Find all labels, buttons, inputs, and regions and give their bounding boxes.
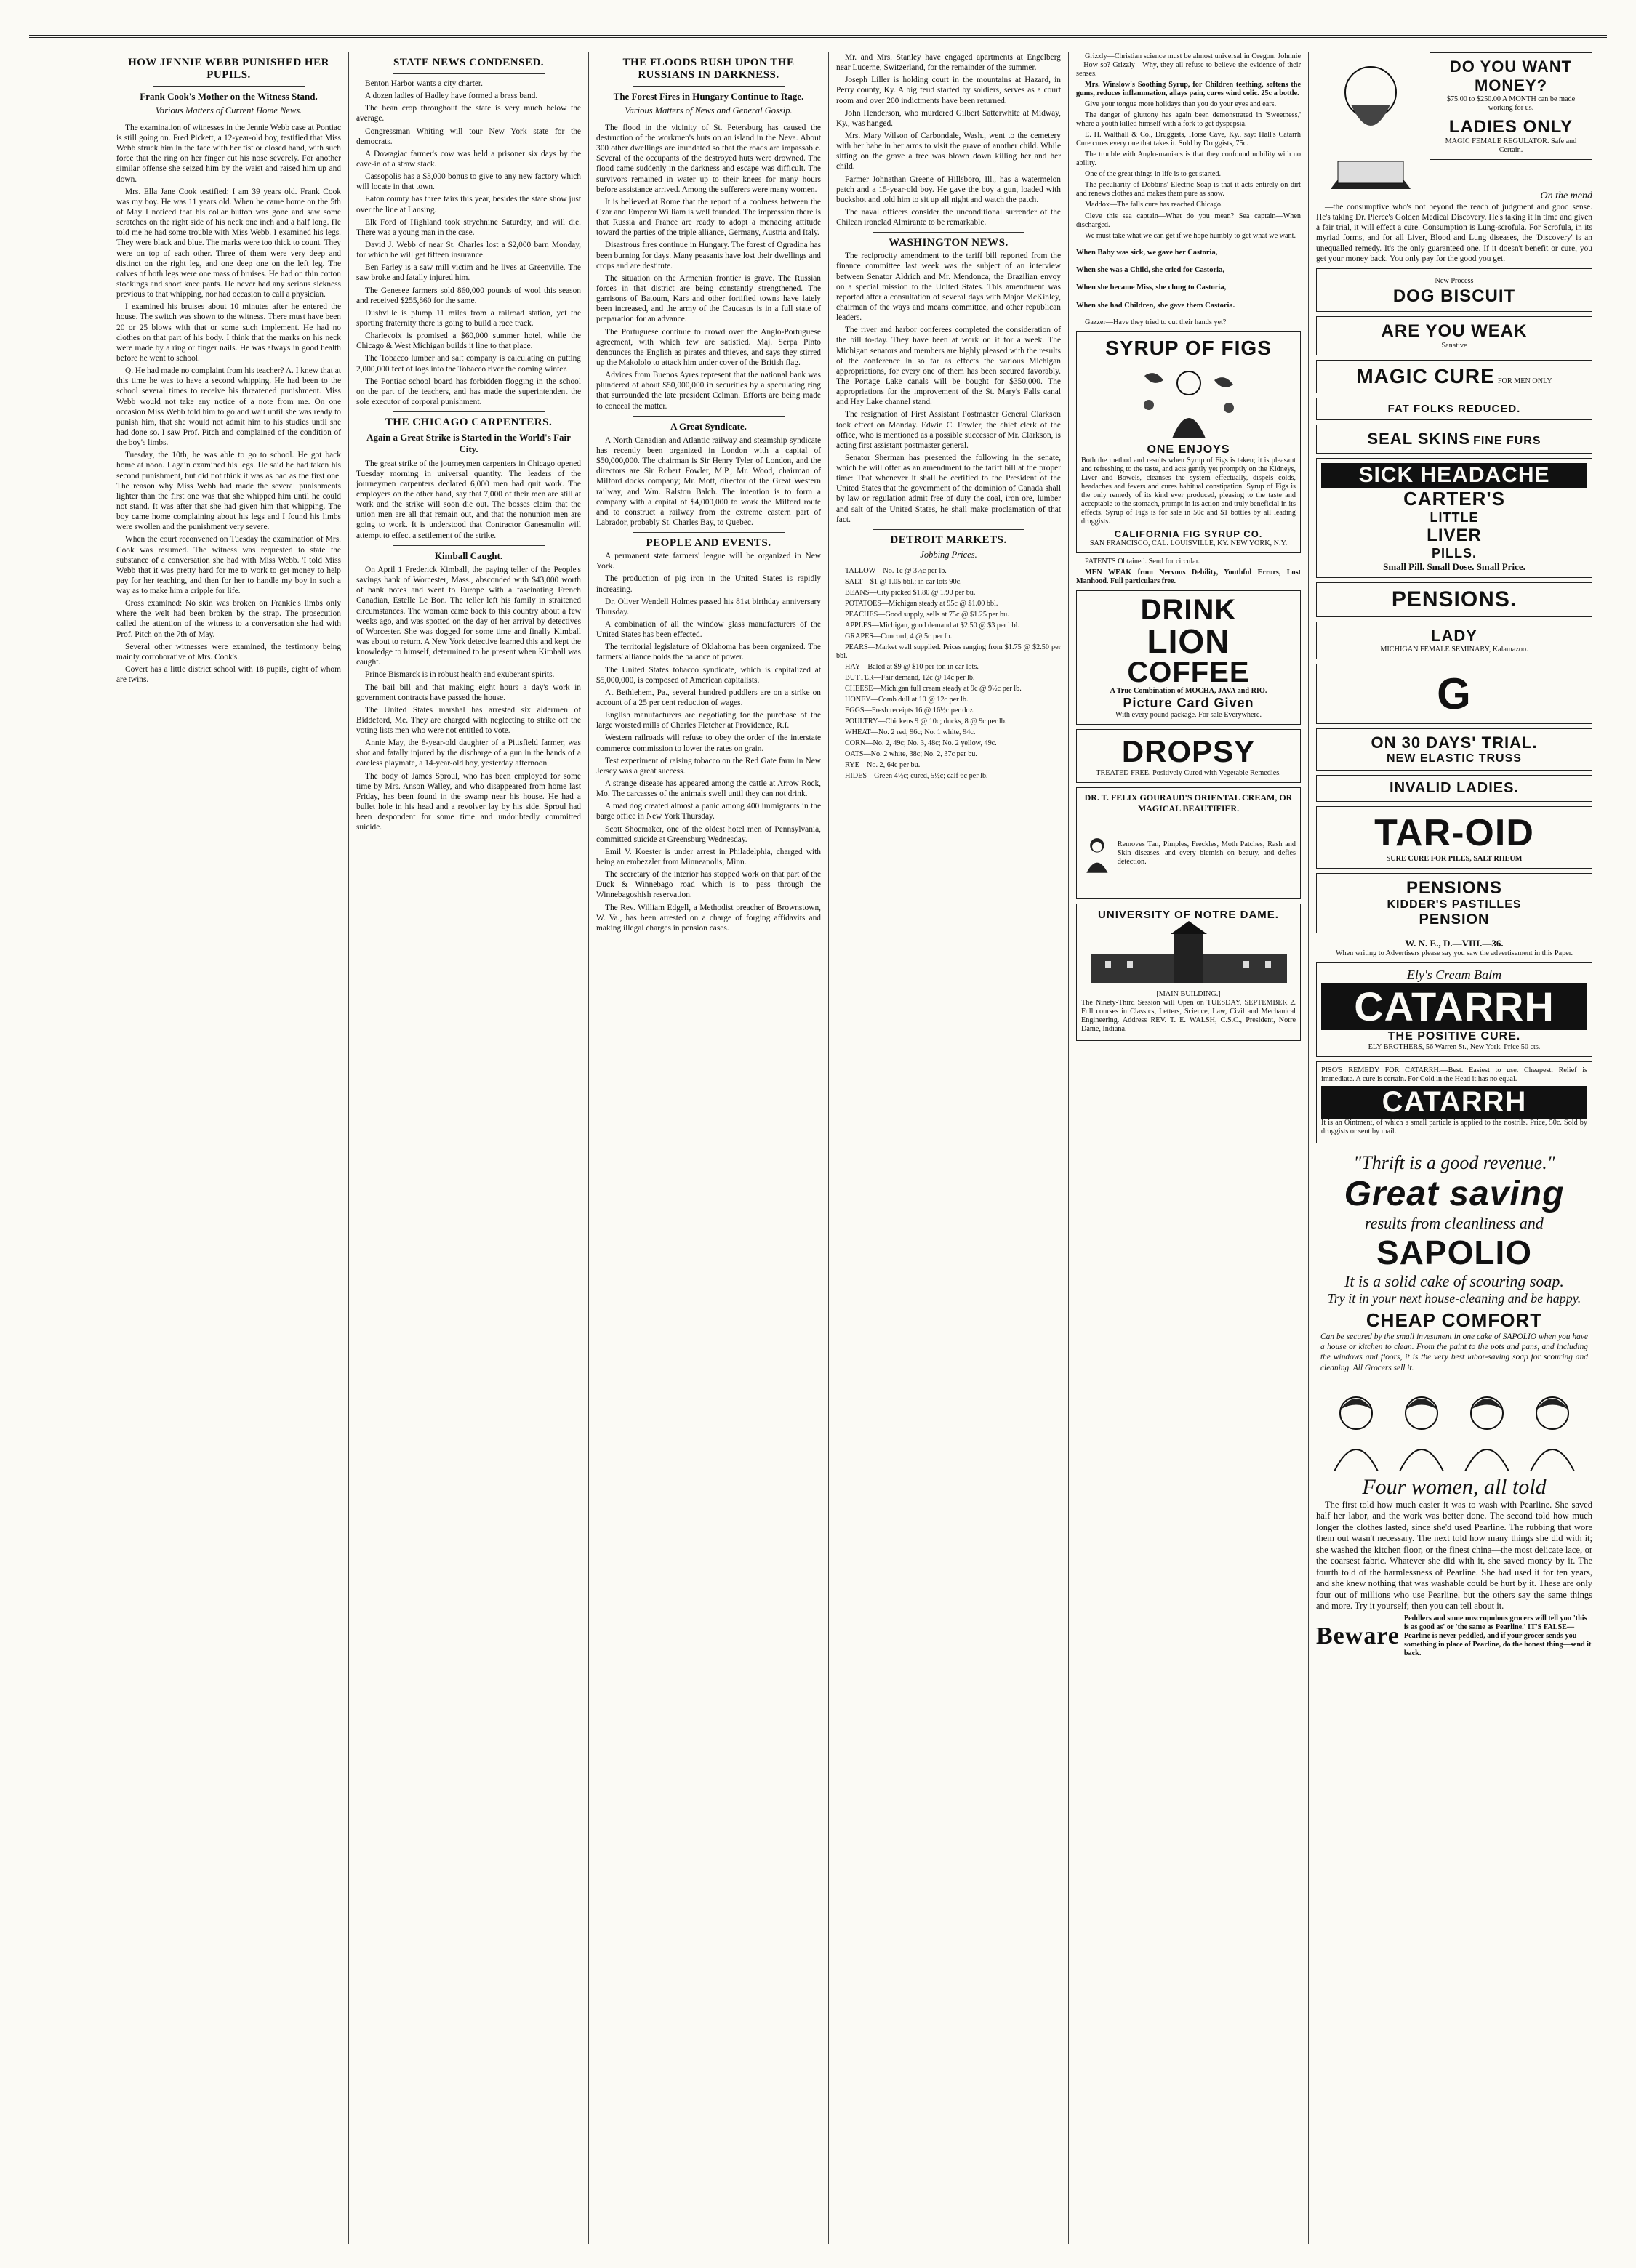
ad-title: ON 30 DAYS' TRIAL.: [1371, 733, 1538, 752]
market-item: APPLES—Michigan, good demand at $2.50 @ $3 per bbl.: [845, 621, 1019, 630]
column-6: [1309, 52, 1600, 2244]
event-item: Scott Shoemaker, one of the oldest hotel men of Pennsylvania, committed suicide at Greensburg Wednesday.: [596, 824, 821, 844]
market-item: WHEAT—No. 2 red, 96c; No. 1 white, 94c.: [845, 728, 976, 736]
headline-kimball: Kimball Caught.: [434, 550, 503, 561]
ad-text: $75.00 to $250.00 A MONTH can be made working for us.: [1446, 95, 1576, 113]
event-item: The United States tobacco syndicate, which is capitalized at $5,000,000, is composed of American capitalists.: [596, 665, 821, 685]
article-paragraph: Mrs. Mary Wilson of Carbondale, Wash., went to the cemetery with her babe in her arms to visit the grave of another child. While sitting on the grave a tree was blown down killing her and her child.: [836, 131, 1061, 172]
brief-item: Benton Harbor wants a city charter.: [365, 79, 483, 88]
market-item: HAY—Baled at $9 @ $10 per ton in car lots.: [845, 662, 979, 671]
article-paragraph: It is believed at Rome that the report of a coolness between the Czar and Emperor William is well founded. The impression there is that Russia and France are ready to adopt a menacing attitude toward the parties of the triple alliance, Germany, Austria and Italy.: [596, 197, 821, 238]
ad-company: CALIFORNIA FIG SYRUP CO.: [1114, 528, 1263, 539]
university-building-icon: [1083, 921, 1294, 986]
ad-title: TAR-OID: [1374, 811, 1534, 854]
ad-title: DO YOU WANT MONEY?: [1449, 57, 1573, 94]
brief-item: The bean crop throughout the state is very much below the average.: [356, 104, 581, 124]
ad-text: THE POSITIVE CURE.: [1387, 1029, 1521, 1042]
item: One of the great things in life is to get started.: [1085, 170, 1222, 179]
article-paragraph: The river and harbor conferees completed the consideration of the bill to-day. They have been at work on it for a week. The Michigan senators and members are highly pleased with the results of the conference in so far as effects the various Michigan appropriations, for every one of them has been secured favorably. The Portage Lake canals will be bought for $350,000. The appropriations for the improvement of the St. Mary's Falls canal and Hay Lake channel stand.: [836, 326, 1061, 407]
divider: [393, 73, 545, 74]
article-paragraph: The flood in the vicinity of St. Petersburg has caused the destruction of the workmen's huts on an island in the Neva. About 300 other dwellings are inundated so that the roads are impassable. Several of the occupants of the destroyed huts were drowned. The flood came suddenly in the darkness and escape was difficult. The survivors remained in water up to their knees for many hours before assistance arrived. Among the sufferers were many women.: [596, 123, 821, 194]
ad-text: It is an Ointment, of which a small particle is applied to the nostrils. Price, 50c. Sold by druggists or sent by mail.: [1321, 1119, 1587, 1136]
event-item: Western railroads will refuse to obey the order of the interstate commerce commission to lower the rates on grain.: [596, 733, 821, 753]
ad-title: UNIVERSITY OF NOTRE DAME.: [1098, 909, 1279, 922]
article-paragraph: The bail bill and that making eight hours a day's work in government contracts have passed the house.: [356, 683, 581, 702]
item: The danger of gluttony has again been demonstrated in 'Sweetness,' where a youth killed himself with a fork to get dyspepsia.: [1076, 111, 1301, 129]
ad-text: results from cleanliness and: [1365, 1214, 1544, 1233]
item: E. H. Walthall & Co., Druggists, Horse Cave, Ky., say: Hall's Catarrh Cure cures every one that takes it. Sold by Druggists, 75c.: [1076, 131, 1301, 148]
ad-text: With every pound package. For sale Everywhere.: [1115, 711, 1262, 720]
item: Mrs. Winslow's Soothing Syrup, for Children teething, softens the gums, reduces inflammation, allays pain, cures wind colic. 25c a bottle.: [1076, 81, 1301, 98]
column-3: [589, 52, 829, 2244]
men-weak-ad: MEN WEAK from Nervous Debility, Youthful Errors, Lost Manhood. Full particulars free.: [1076, 568, 1301, 586]
brief-item: The Pontiac school board has forbidden flogging in the school on the part of the teachers, and has made the superintendent the sole executor of corporal punishment.: [356, 377, 581, 406]
event-item: English manufacturers are negotiating for the purchase of the large worsted mills of Charles Fletcher at Providence, R.I.: [596, 711, 821, 731]
article-paragraph: The body of James Sproul, who has been employed for some time by Mrs. Anson Walley, and who disappeared from home last Friday, has been found in the swamp near his house. He had a bullet hole in his head and a revolver lay by his side. Sproul had been despondent for some time and undoubtedly committed suicide.: [356, 771, 581, 832]
event-item: Test experiment of raising tobacco on the Red Gate farm in New Jersey was a great success.: [596, 756, 821, 776]
ad-title: KIDDER'S PASTILLES: [1387, 898, 1522, 911]
ad-cities: SAN FRANCISCO, CAL. LOUISVILLE, KY. NEW YORK, N.Y.: [1089, 539, 1288, 547]
divider: [153, 86, 305, 87]
headline-jennie-webb: HOW JENNIE WEBB PUNISHED HER PUPILS.: [128, 57, 329, 81]
ad-title: FINE FURS: [1473, 434, 1541, 447]
columns: [109, 52, 1600, 2244]
ad-text: New Process: [1435, 276, 1474, 285]
pensions-ad: [1316, 582, 1592, 617]
ad-title: "Thrift is a good revenue.": [1353, 1152, 1555, 1174]
brief-item: Cassopolis has a $3,000 bonus to give to any new factory which will locate in that town.: [356, 172, 581, 192]
truss-ad: [1316, 728, 1592, 771]
ad-title: LITTLE: [1430, 510, 1479, 525]
market-item: GRAPES—Concord, 4 @ 5c per lb.: [845, 632, 953, 640]
g-ad: [1316, 664, 1592, 724]
article-paragraph: The resignation of First Assistant Postmaster General Clarkson took effect on Monday. Edwin C. Fowler, the chief clerk of the office, who is mentioned as a possible successor of Mr. Clarkson, is acting first assistant postmaster general.: [836, 410, 1061, 450]
article-paragraph: The Portuguese continue to crowd over the Anglo-Portuguese agreement, with which few are satisfied. Maj. Serpa Pinto denounces the English as pirates and thieves, and says they stirred up the Makololo to attack him under cover of the British flag.: [596, 327, 821, 367]
fat-folks-ad: [1316, 398, 1592, 420]
item: The trouble with Anglo-maniacs is that they confound nobility with no ability.: [1076, 150, 1301, 168]
ad-text: MICHIGAN FEMALE SEMINARY, Kalamazoo.: [1380, 645, 1528, 654]
ad-letter: G: [1437, 669, 1472, 718]
market-item: POULTRY—Chickens 9 @ 10c; ducks, 8 @ 9c per lb.: [845, 717, 1007, 725]
article-paragraph: Q. He had made no complaint from his teacher? A. I knew that at this time he was to have a second whipping. He had been to the school several times to receive his threatened punishment. Miss Webb would not take any notice of a note from me. On one occasion Miss Webb told him to go and wait until she was ready to punish him, that she would not admit him to his studies until she had done so. I saw Prof. Pitch and complained of the condition of the boy's limbs.: [116, 366, 342, 448]
ad-title: PENSIONS.: [1391, 587, 1517, 611]
subdeck: Jobbing Prices.: [920, 549, 977, 560]
headline-state-news: STATE NEWS CONDENSED.: [393, 57, 545, 68]
wne-line: W. N. E., D.—VIII.—36.: [1405, 937, 1504, 949]
castoria-line: When Baby was sick, we gave her Castoria,: [1076, 249, 1218, 257]
ad-word: DRINK: [1140, 594, 1237, 627]
four-women-illustration-icon: [1316, 1384, 1592, 1471]
bearded-man-portrait-icon: [1316, 52, 1425, 190]
subdeck: Various Matters of News and General Gossip.: [625, 105, 793, 116]
column-5: [1069, 52, 1309, 2244]
ad-title: DOG BISCUIT: [1392, 286, 1516, 306]
brief-item: The Tobacco lumber and salt company is calculating on putting 2,000,000 feet of logs into the Tobacco river the coming winter.: [356, 354, 581, 374]
are-you-weak-ad: [1316, 316, 1592, 355]
woman-figs-illustration-icon: [1134, 360, 1243, 440]
article-paragraph: The reciprocity amendment to the tariff bill reported from the finance committee last week was the subject of an interview between Senator Aldrich and Mr. Mendonca, the Brazilian envoy on a special mission to the United States. This amendment was reported after a consultation of several days with Major McKinley, chairman of the ways and means committee, and other republican leaders.: [836, 252, 1061, 323]
article-paragraph: When the court reconvened on Tuesday the examination of Mrs. Cook was resumed. The witness was requested to state the substance of a conversation she had with Miss Webb. 'I told Miss Webb that it was pretty hard for me to work to get money to help pay for her teaching, and then for her to handle my boy in such a way as to make him a cripple for life.': [116, 535, 341, 596]
event-item: A mad dog created almost a panic among 400 immigrants in the barge office in New York Thursday.: [596, 802, 821, 821]
invalid-ladies-ad: [1316, 775, 1592, 802]
ad-text: A True Combination of MOCHA, JAVA and RIO.: [1110, 687, 1267, 696]
divider: [633, 532, 785, 533]
ad-text: Peddlers and some unscrupulous grocers will tell you 'this is as good as' or 'the same as Pearline.' IT'S FALSE—Pearline is never peddled, and if your grocer sends you something in place of Pearline, do the honest thing—send it back.: [1403, 1614, 1592, 1657]
article-paragraph: Senator Sherman has presented the following in the senate, which he will offer as an amendment to the tariff bill at the proper time: That whenever it shall be certified to the President of the United States that the government of the dominion of Canada shall by law or regulation admit free of duty the coal, iron ore, lumber and salt of the United States, he shall make proclamation of that fact.: [836, 453, 1061, 524]
article-paragraph: The naval officers consider the unconditional surrender of the Chilean ironclad Almirante to be remarkable.: [836, 207, 1061, 228]
headline-syndicate: A Great Syndicate.: [670, 420, 747, 432]
event-item: A permanent state farmers' league will be organized in New York.: [596, 552, 821, 571]
ad-title: Beware: [1316, 1622, 1400, 1649]
market-item: OATS—No. 2 white, 38c; No. 2, 37c per bu.: [845, 750, 977, 759]
ad-title: LADY: [1431, 626, 1477, 645]
market-item: HIDES—Green 4½c; cured, 5½c; calf 6c per lb.: [845, 772, 988, 781]
event-item: A combination of all the window glass manufacturers of the United States has been effected.: [596, 620, 821, 640]
lady-ad: [1316, 622, 1592, 659]
brief-item: Elk Ford of Highland took strychnine Saturday, and will die. There was a young man in the case.: [356, 217, 581, 237]
brief-list: [356, 79, 581, 407]
item: The peculiarity of Dobbins' Electric Soap is that it acts entirely on dirt and renews clothes and makes them pure as snow.: [1076, 181, 1301, 198]
ad-text: PISO'S REMEDY FOR CATARRH.—Best. Easiest to use. Cheapest. Relief is immediate. A cure is certain. For Cold in the Head it has no equal.: [1321, 1066, 1587, 1084]
brief-item: Eaton county has three fairs this year, besides the state show just over the line at Lansing.: [356, 195, 581, 214]
item: We must take what we can get if we hope humbly to get what we want.: [1085, 231, 1296, 240]
subdeck: Various Matters of Current Home News.: [155, 105, 302, 116]
market-item: BEANS—City picked $1.80 @ 1.90 per bu.: [845, 588, 976, 597]
castoria-line: When she had Children, she gave them Castoria.: [1076, 301, 1235, 310]
event-item: Dr. Oliver Wendell Holmes passed his 81st birthday anniversary Thursday.: [596, 597, 821, 616]
market-item: CORN—No. 2, 49c; No. 3, 48c; No. 2 yellow, 49c.: [845, 739, 997, 748]
event-item: The secretary of the interior has stopped work on that part of the Duck & Winnebago road which is to pass through the Winnebagoshish reservation.: [596, 870, 821, 900]
ad-title: SAPOLIO: [1376, 1234, 1533, 1272]
article-paragraph: Mrs. Ella Jane Cook testified: I am 39 years old. Frank Cook was my boy. He was 11 years old. When he came home on the 5th of May I noticed that his collar button was gone and saw some scratches on the right side of his neck one inch and a half long. He told me he had some trouble with Miss Webb. I examined his legs. They were black and blue. The marks were too thick to count. They were on top of each other. Three of them were very deep and distinct on the right leg, and one deep one on the left leg. The calves of both legs were one mass of bruises. He had on thin cotton stockings and short knee pants. He never had any serious sickness previous to that whipping, nor had occasion to call a physician.: [116, 187, 341, 299]
market-item: PEARS—Market well supplied. Prices ranging from $1.75 @ $2.50 per bbl.: [836, 643, 1061, 660]
ad-title: CHEAP COMFORT: [1366, 1309, 1543, 1332]
item: Gazzer—Have they tried to cut their hands yet?: [1085, 318, 1227, 326]
ad-title: Great saving: [1344, 1175, 1565, 1214]
event-item: A strange disease has appeared among the cattle at Arrow Rock, Mo. The carcasses of the animals swell until they can not drink.: [596, 779, 821, 799]
ad-row: [1081, 814, 1296, 894]
article-paragraph: A North Canadian and Atlantic railway and steamship syndicate has recently been organized in London with a capital of $50,000,000. The chairman is Sir Henry Tyler of London, and the directors are Sir Robert Fowler, M.P.; Mr. Wood, chairman of Milford docks company; Mr. Mott, director of the Great Western railway, and Wm. Ralston Balch. The intention is to form a company with a capital of $4,000,000 to work the Milford route and to construct a railway from the extreme eastern part of Labrador, probably St. Charles Bay, to Quebec.: [596, 435, 821, 528]
market-item: POTATOES—Michigan steady at 95c @ $1.00 bbl.: [845, 599, 998, 608]
divider: [873, 232, 1024, 233]
lion-coffee-ad: [1076, 590, 1301, 725]
carters-pills-ad: [1316, 458, 1592, 578]
ad-title: SEAL SKINS: [1367, 429, 1471, 448]
patents-ad: PATENTS Obtained. Send for circular.: [1085, 557, 1200, 566]
elys-cream-balm-ad: [1316, 962, 1592, 1057]
headline-people-events: PEOPLE AND EVENTS.: [646, 537, 771, 550]
article-paragraph: Tuesday, the 10th, he was able to go to school. He got back home at noon. I again examined his legs. He said he had taken his second punishment, but did not think it was as bad as the first one. The reason why Miss Webb had made the several punishments lighter than the first one was that she whipped him until he could not stand. It was after that she had given him that whipping. The boy came home complaining about his legs and I found his limbs were swollen and the punishment very severe.: [116, 451, 341, 532]
ad-title: DR. T. FELIX GOURAUD'S ORIENTAL CREAM, OR MAGICAL BEAUTIFIER.: [1084, 792, 1293, 814]
deck: The Forest Fires in Hungary Continue to Rage.: [613, 91, 804, 102]
wne-note: When writing to Advertisers please say you saw the advertisement in this Paper.: [1335, 949, 1573, 957]
article-paragraph: John Henderson, who murdered Gilbert Satterwhite at Midway, Ky., was hanged.: [836, 108, 1061, 128]
market-item: TALLOW—No. 1c @ 3½c per lb.: [845, 566, 947, 575]
brief-item: A Dowagiac farmer's cow was held a prisoner six days by the cave-in of a straw stack.: [356, 149, 581, 169]
ad-text: Sanative: [1441, 341, 1467, 350]
ad-title: PENSIONS: [1406, 877, 1503, 898]
ad-text: Small Pill. Small Dose. Small Price.: [1383, 560, 1525, 572]
article-paragraph: Mr. and Mrs. Stanley have engaged apartments at Engelberg near Lucerne, Switzerland, for the remainder of the summer.: [836, 53, 1061, 73]
article-paragraph: Disastrous fires continue in Hungary. The forest of Ogradina has been burning for days. Many peasants have lost their dwellings and crops and are destitute.: [596, 241, 821, 270]
ad-title: PENSION: [1419, 911, 1490, 928]
market-item: BUTTER—Fair demand, 12c @ 14c per lb.: [845, 673, 975, 682]
ad-title: ARE YOU WEAK: [1381, 321, 1528, 341]
market-item: PEACHES—Good supply, sells at 75c @ $1.25 per bu.: [845, 610, 1009, 619]
headline-markets: DETROIT MARKETS.: [890, 534, 1007, 546]
lady-portrait-icon: [1081, 814, 1113, 894]
ad-text: TREATED FREE. Positively Cured with Vegetable Remedies.: [1096, 769, 1281, 778]
ad-word: COFFEE: [1127, 656, 1250, 689]
caption: On the mend: [1540, 190, 1592, 201]
brief-item: Dushville is plump 11 miles from a railroad station, yet the sporting fraternity there is going to build a race track.: [356, 308, 581, 328]
brief-item: Congressman Whiting will tour New York state for the democrats.: [356, 126, 581, 146]
item: Give your tongue more holidays than you do your eyes and ears.: [1085, 100, 1277, 109]
ad-title: CATARRH: [1321, 983, 1587, 1030]
ad-text: The Ninety-Third Session will Open on TUESDAY, SEPTEMBER 2. Full courses in Classics, Letters, Science, Law, Civil and Mechanical Engineering. Address REV. T. E. WALSH, C.S.C., President, Notre Dame, Indiana.: [1081, 999, 1296, 1034]
ad-tagline: ONE ENJOYS: [1147, 443, 1230, 456]
magic-cure-ad: [1316, 360, 1592, 393]
sapolio-ad: [1316, 1148, 1592, 1380]
brief-item: Charlevoix is promised a $60,000 summer hotel, while the Chicago & West Michigan builds it line to that place.: [356, 331, 581, 351]
pierce-ad-text: —the consumptive who's not beyond the reach of judgment and good sense. He's taking Dr. Pierce's Golden Medical Discovery. He's taking it in time and given a fair trial, it will effect a cure. Consumption is Lung-scrofula. For Scrofula, in its myriad forms, and for all Liver, Blood and Lung diseases, the 'Discovery' is an unequalled remedy. It's the only guaranteed one. If it doesn't benefit or cure, you get your money back. You only pay for the good you get.: [1316, 203, 1592, 263]
ad-title: Ely's Cream Balm: [1406, 967, 1502, 982]
ad-title: LADIES ONLY: [1448, 117, 1573, 137]
taroid-ad: [1316, 806, 1592, 869]
event-item: The territorial legislature of Oklahoma has been organized. The farmers' alliance holds the balance of power.: [596, 643, 821, 662]
oriental-cream-ad: [1076, 787, 1301, 899]
top-rule: [29, 35, 1607, 38]
market-item: RYE—No. 2, 64c per bu.: [845, 761, 921, 770]
headline-chicago-carpenters: THE CHICAGO CARPENTERS.: [385, 417, 553, 429]
deck: Frank Cook's Mother on the Witness Stand.: [140, 91, 318, 102]
article-paragraph: Prince Bismarck is in robust health and exuberant spirits.: [365, 670, 555, 680]
syrup-of-figs-ad: [1076, 331, 1301, 553]
brief-item: David J. Webb of near St. Charles lost a $2,000 barn Monday, for which he will get fifteen insurance.: [356, 240, 581, 260]
ad-title: SYRUP OF FIGS: [1105, 336, 1272, 359]
dropsy-ad: [1076, 729, 1301, 783]
article-paragraph: Several other witnesses were examined, the testimony being mainly corroborative of Mrs. Cook's.: [116, 642, 341, 662]
market-item: HONEY—Comb dull at 10 @ 12c per lb.: [845, 695, 969, 704]
piso-ad: [1316, 1061, 1592, 1143]
ad-text: Picture Card Given: [1123, 696, 1254, 711]
article-paragraph: Advices from Buenos Ayres represent that the national bank was plundered of about $50,000,000 in securities by a speculating ring that surrounded the late president Celman. Efforts are being made to conceal the matter.: [596, 371, 821, 411]
article-paragraph: The situation on the Armenian frontier is grave. The Russian forces in that district are being constantly strengthened. The garrisons of Batoum, Kars and other fortified towns have lately been increased, and the army of the Caucasus is in a full state of preparation for an advance.: [596, 273, 821, 324]
ad-text: Removes Tan, Pimples, Freckles, Moth Patches, Rash and Skin diseases, and every blemish on beauty, and defies detection.: [1117, 840, 1296, 866]
item: Grizzly—Christian science must be almost universal in Oregon. Johnnie—How so? Grizzly—Why, they all refuse to believe the evidence of their senses.: [1076, 52, 1301, 79]
headline-washington: WASHINGTON NEWS.: [889, 237, 1009, 249]
article-paragraph: Cross examined: No skin was broken on Frankie's limbs only where the welt had been broken by the strap. The prosecution called the attention of the witness to a conversation she had with Prof. Pitch on the 7th of May.: [116, 599, 341, 639]
ad-text: It is a solid cake of scouring soap.: [1344, 1272, 1564, 1291]
item: Cleve this sea captain—What do you mean? Sea captain—When discharged.: [1076, 212, 1301, 229]
ad-text: MAGIC FEMALE REGULATOR. Safe and Certain.: [1445, 137, 1577, 155]
castoria-ad: [1076, 248, 1301, 310]
divider: [393, 411, 545, 412]
ad-title: NEW ELASTIC TRUSS: [1387, 752, 1522, 765]
column-1: [109, 52, 349, 2244]
market-item: SALT—$1 @ 1.05 bbl.; in car lots 90c.: [845, 577, 962, 586]
ad-text: Try it in your next house-cleaning and be happy.: [1327, 1291, 1581, 1306]
ad-title: FAT FOLKS REDUCED.: [1387, 402, 1521, 415]
headline-floods: THE FLOODS RUSH UPON THE RUSSIANS IN DARKNESS.: [622, 57, 795, 81]
ad-title: CATARRH: [1321, 1086, 1587, 1119]
event-list: [596, 551, 821, 933]
event-item: The Rev. William Edgell, a Methodist preacher of Brownstown, W. Va., has been arrested on a charge of forging affidavits and making illegal charges in pension cases.: [596, 903, 821, 933]
ad-title: INVALID LADIES.: [1390, 779, 1519, 796]
event-item: At Bethlehem, Pa., several hundred puddlers are on a strike on account of a 25 per cent reduction of wages.: [596, 688, 821, 708]
seal-skins-ad: [1316, 425, 1592, 454]
brief-item: A dozen ladies of Hadley have formed a brass band.: [365, 92, 538, 101]
event-item: Emil V. Koester is under arrest in Philadelphia, charged with being an embezzler from Minneapolis, Minn.: [596, 847, 821, 866]
divider: [393, 545, 545, 546]
market-item: CHEESE—Michigan full cream steady at 9c @ 9½c per lb.: [845, 684, 1022, 693]
market-list: [836, 567, 1061, 781]
article-paragraph: Farmer Johnathan Greene of Hillsboro, Ill., has a watermelon patch and a 15-year-old boy. He gave the boy a gun, loaded with buckshot and told him to sit up all night and watch the patch.: [836, 174, 1061, 204]
brief-item: Ben Farley is a saw mill victim and he lives at Greenville. The saw broke and fatally injured him.: [356, 263, 581, 283]
deck: Again a Great Strike is Started in the World's Fair City.: [366, 432, 571, 455]
castoria-line: When she became Miss, she clung to Castoria,: [1076, 284, 1227, 292]
ad-title: PILLS.: [1431, 545, 1477, 560]
pearline-text: The first told how much easier it was to wash with Pearline. She saved half her labor, and the work was better done. The second told how much longer the clothes lasted, since she'd used Pearline. The rubbing that wore them out wasn't necessary. The next told how many things she did with it; she washed the kitchen floor, or the finest china—the most delicate lace, or the coarsest fabric. Whatever she did with it, she saved money by it. The fourth told of the harmlessness of Pearline. She had used it for ten years, and she knew nothing that was washable could be hurt by it. These are only four out of millions who use Pearline, but the others say the same things and more. Try it yourself; then you can tell about it.: [1316, 1499, 1592, 1612]
column-4: [829, 52, 1069, 2244]
article-paragraph: The examination of witnesses in the Jennie Webb case at Pontiac is still going on. Fred Pickett, a 12-year-old boy, testified that Miss Webb struck him in the face with her fist or closed hand, with such force that the ring on her finger cut his nose severely. For another similar offense she seized him by the waist and raised him up and down.: [116, 123, 341, 184]
item: Maddox—The falls cure has reached Chicago.: [1085, 201, 1223, 209]
article-paragraph: On April 1 Frederick Kimball, the paying teller of the People's savings bank of Worcester, Mass., absconded with $43,000 worth of bank notes and went to Europe with a fascinating French Canadian, Estelle Le Bon. The teller left his family in straitened circumstances. The woman came back to this country about a few weeks ago, and was spotted on the day of her arrival by detectives of Worcester. She was dogged for some time and finally Kimball was about to return. A New York detective learned this and kept the knowledge to himself, determined to be present when Kimball was caught.: [356, 565, 581, 667]
divider: [873, 529, 1024, 530]
ad-title: CARTER'S: [1403, 487, 1505, 510]
pensions-2-ad: [1316, 873, 1592, 933]
dog-biscuit-ad: [1316, 268, 1592, 312]
ad-title: Four women, all told: [1362, 1474, 1547, 1499]
divider: [633, 416, 785, 417]
article-paragraph: Covert has a little district school with 18 pupils, eight of whom are twins.: [116, 665, 341, 685]
market-item: EGGS—Fresh receipts 16 @ 16½c per doz.: [845, 706, 975, 715]
ad-text: ELY BROTHERS, 56 Warren St., New York. Price 50 cts.: [1368, 1042, 1541, 1051]
brief-item: The Genesee farmers sold 860,000 pounds of wool this season and received $255,860 for the same.: [356, 286, 581, 305]
ad-title: LIVER: [1427, 525, 1482, 545]
ad-word: LION: [1147, 622, 1230, 661]
ad-title: DROPSY: [1121, 734, 1256, 769]
notre-dame-ad: [1076, 904, 1301, 1041]
ad-caption: [MAIN BUILDING.]: [1156, 990, 1221, 999]
divider: [633, 86, 785, 87]
ad-title: MAGIC CURE: [1356, 364, 1495, 387]
article-paragraph: I examined his bruises about 10 minutes after he entered the house. The switch was shown to the witness. There must have been 20 or 25 blows with that or some such implement. He had no clothes on that part of his body. I think that the marks on his neck were made by a ring or finger nails. He was always in good health before he went to school.: [116, 302, 341, 363]
column-2: [349, 52, 589, 2244]
ad-text: FOR MEN ONLY: [1497, 377, 1552, 385]
do-you-ad: [1430, 52, 1592, 160]
article-paragraph: The United States marshal has arrested six aldermen of Biddeford, Me. They are charged with neglecting to strike off the voting lists men who were not entitled to vote.: [356, 705, 581, 736]
article-paragraph: Joseph Liller is holding court in the mountains at Hazard, in Perry county, Ky. A big feud started by soldiers, serves as a court room and over 200 indictments have been returned.: [836, 76, 1061, 105]
event-item: The production of pig iron in the United States is rapidly increasing.: [596, 574, 821, 594]
ad-title: SICK HEADACHE: [1321, 463, 1587, 488]
ad-text: Can be secured by the small investment in one cake of SAPOLIO when you have a house or kitchen to clean. From the paint to the pots and pans, and including the windows and floors, it is the very best labor-saving soap for scouring and cleaning. All Grocers sell it.: [1320, 1332, 1588, 1372]
castoria-line: When she was a Child, she cried for Castoria,: [1076, 266, 1224, 275]
article-paragraph: The great strike of the journeymen carpenters in Chicago opened Tuesday morning in universal quantity. The leaders of the journeymen carpenters declared 6,000 men had quit work. The employers on the other hand, say that 7,000 of their men are still at work and the strike will soon die out. The bosses claim that the union men are all that remain out, and that the nonunion men are going to work. It is understood that Contractor Ganesmulin will attempt to effect a settlement of the strike.: [356, 459, 581, 540]
top-ad-row: [1316, 52, 1592, 190]
article-paragraph: Annie May, the 8-year-old daughter of a Pittsfield farmer, was shot and fatally injured by the discharge of a gun in the hands of a careless playmate, a 14-year-old boy, yesterday afternoon.: [356, 739, 581, 768]
ad-text: Both the method and results when Syrup of Figs is taken; it is pleasant and refreshing to the taste, and acts gently yet promptly on the Kidneys, Liver and Bowels, cleanses the system effectually, dispels colds, headaches and fevers and cures habitual constipation. Syrup of Figs is the only remedy of its kind ever produced, pleasing to the taste and acceptable to the stomach, prompt in its action and truly beneficial in its effects. Syrup of Figs is for sale in 50c and $1 bottles by all leading druggists.: [1081, 456, 1296, 526]
ad-text: SURE CURE FOR PILES, SALT RHEUM: [1386, 854, 1523, 863]
beware-row: [1316, 1614, 1592, 1658]
